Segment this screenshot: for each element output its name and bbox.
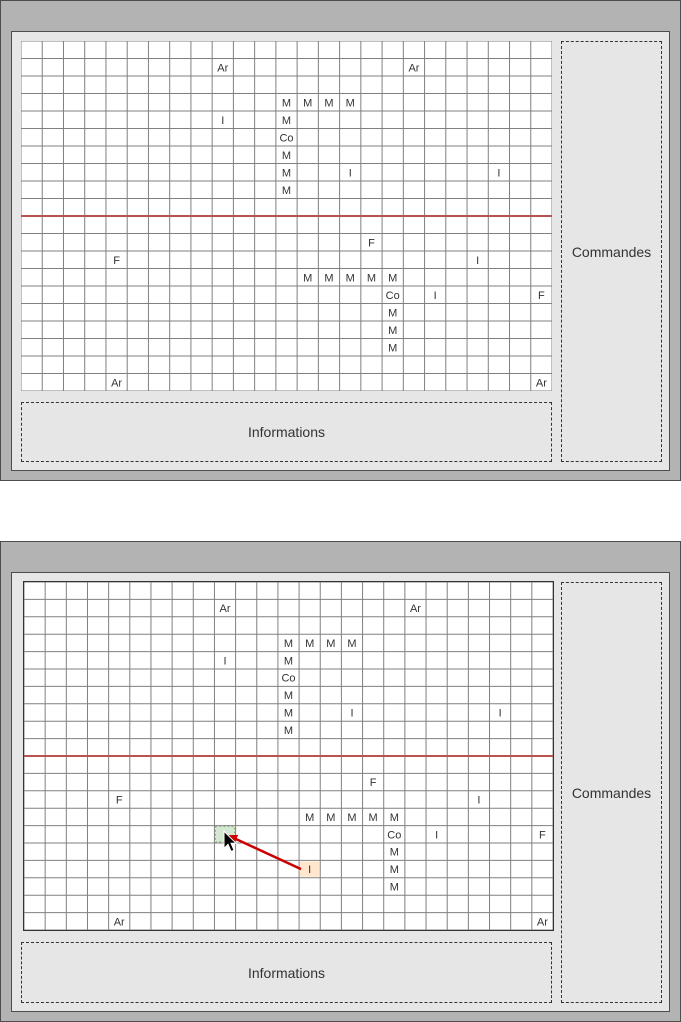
board-piece-m[interactable]: M <box>324 97 334 110</box>
board-piece-f[interactable]: F <box>368 237 375 250</box>
board-piece-i[interactable]: I <box>221 114 225 127</box>
board-piece-m[interactable]: M <box>283 724 294 737</box>
board-grid-svg[interactable] <box>24 582 553 930</box>
board-piece-ar[interactable]: Ar <box>408 62 420 75</box>
board-piece-i[interactable]: I <box>435 829 439 842</box>
board-piece-m[interactable]: M <box>345 272 355 285</box>
board-piece-m[interactable]: M <box>283 690 294 703</box>
board-piece-f[interactable]: F <box>115 794 123 807</box>
board-piece-m[interactable]: M <box>283 707 294 720</box>
board-piece-m[interactable]: M <box>283 655 294 668</box>
commands-label: Commandes <box>571 784 652 801</box>
board-piece-i[interactable]: I <box>223 655 227 668</box>
board-piece-ar[interactable]: Ar <box>217 62 229 75</box>
board-piece-m[interactable]: M <box>305 811 315 824</box>
board-piece-co[interactable]: Co <box>385 289 400 302</box>
board-piece-i[interactable]: I <box>433 289 437 302</box>
board-piece-co[interactable]: Co <box>279 132 294 145</box>
board-grid-svg[interactable] <box>21 41 552 391</box>
board-piece-m[interactable]: M <box>389 864 399 877</box>
board-piece-m[interactable]: M <box>281 97 292 110</box>
board-piece-f[interactable]: F <box>538 289 545 302</box>
board-piece-m[interactable]: M <box>281 149 292 162</box>
board-piece-m[interactable]: M <box>281 167 292 180</box>
game-board[interactable] <box>23 581 554 931</box>
board-piece-ar[interactable]: Ar <box>113 916 125 929</box>
board-piece-m[interactable]: M <box>281 184 292 197</box>
board-piece-m[interactable]: M <box>303 97 313 110</box>
board-piece-m[interactable]: M <box>326 811 336 824</box>
editor-window-before <box>0 0 681 481</box>
board-piece-i[interactable]: I <box>308 864 312 877</box>
board-piece-m[interactable]: M <box>303 272 313 285</box>
board-piece-m[interactable]: M <box>389 811 399 824</box>
board-piece-m[interactable]: M <box>345 97 355 110</box>
board-piece-ar[interactable]: Ar <box>409 603 421 616</box>
game-board[interactable] <box>21 41 552 391</box>
board-piece-co[interactable]: Co <box>281 672 296 685</box>
board-piece-m[interactable]: M <box>347 811 357 824</box>
board-piece-m[interactable]: M <box>368 811 378 824</box>
commands-panel <box>561 582 662 1003</box>
board-piece-m[interactable]: M <box>305 637 315 650</box>
info-panel <box>21 402 552 462</box>
board-piece-m[interactable]: M <box>389 846 399 859</box>
board-piece-ar[interactable]: Ar <box>111 377 123 390</box>
board-piece-m[interactable]: M <box>326 637 336 650</box>
board-piece-m[interactable]: M <box>281 114 292 127</box>
board-piece-i[interactable]: I <box>348 167 352 180</box>
content-area <box>11 31 670 471</box>
board-piece-f[interactable]: F <box>369 777 377 790</box>
board-piece-m[interactable]: M <box>388 307 398 320</box>
board-piece-co[interactable]: Co <box>387 829 402 842</box>
board-piece-f[interactable]: F <box>539 829 546 842</box>
info-label: Informations <box>247 964 326 981</box>
info-label: Informations <box>247 424 326 440</box>
board-piece-ar[interactable]: Ar <box>536 916 548 929</box>
info-panel <box>21 942 552 1003</box>
board-piece-m[interactable]: M <box>389 881 399 894</box>
board-piece-ar[interactable]: Ar <box>219 603 231 616</box>
board-piece-i[interactable]: I <box>477 794 481 807</box>
commands-label: Commandes <box>571 243 652 260</box>
content-area <box>11 572 670 1012</box>
board-piece-m[interactable]: M <box>388 324 398 337</box>
commands-panel <box>561 41 662 462</box>
board-piece-i[interactable]: I <box>476 254 480 267</box>
board-piece-i[interactable]: I <box>350 707 354 720</box>
board-piece-m[interactable]: M <box>347 637 357 650</box>
board-piece-m[interactable]: M <box>283 637 294 650</box>
board-piece-ar[interactable]: Ar <box>535 377 547 390</box>
board-piece-m[interactable]: M <box>366 272 377 285</box>
board-piece-i[interactable]: I <box>498 707 502 720</box>
board-piece-m[interactable]: M <box>388 342 398 355</box>
board-piece-m[interactable]: M <box>388 272 398 285</box>
board-piece-m[interactable]: M <box>324 272 334 285</box>
editor-window-after <box>0 541 681 1022</box>
board-piece-f[interactable]: F <box>113 254 120 267</box>
board-piece-i[interactable]: I <box>497 167 501 180</box>
